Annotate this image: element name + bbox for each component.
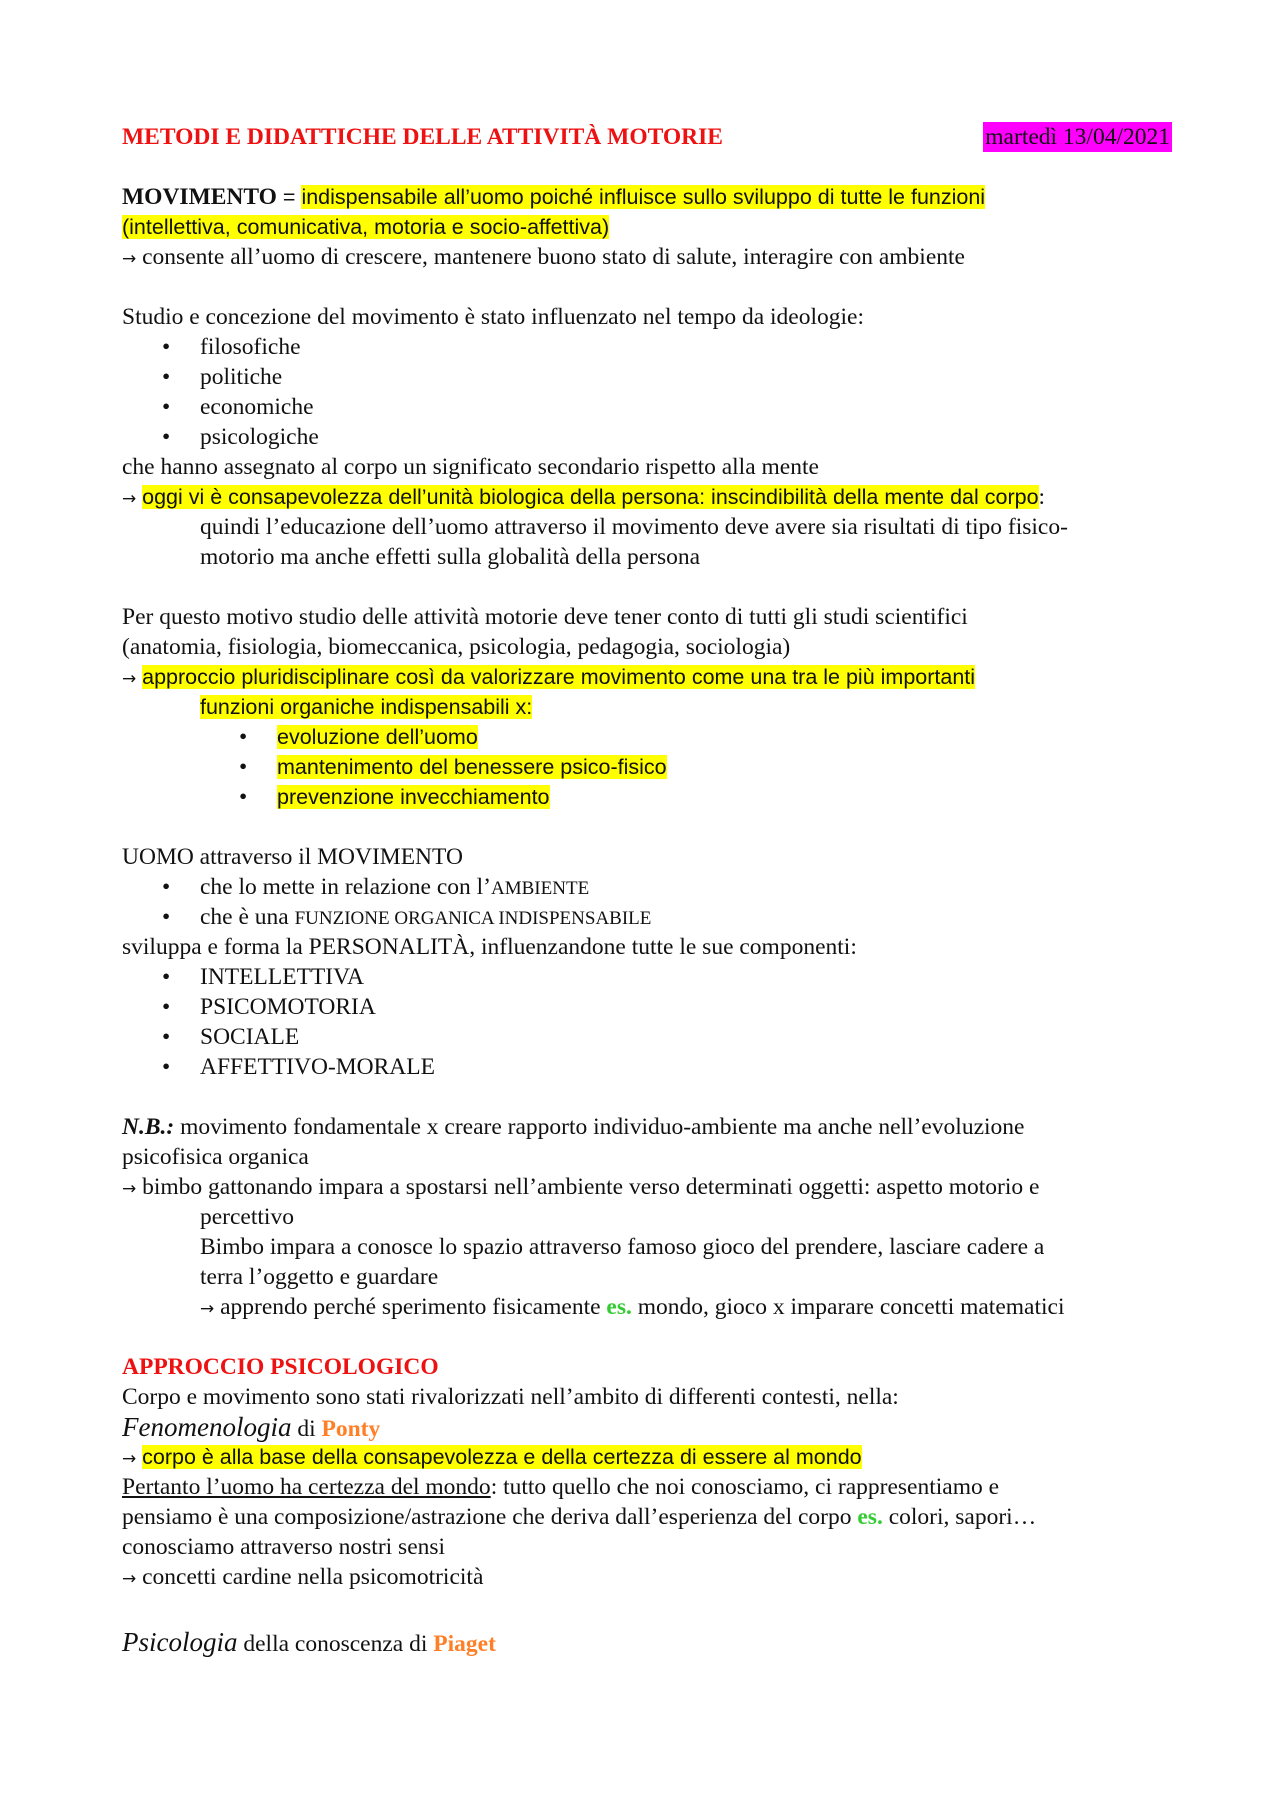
bullet-icon: • — [239, 784, 248, 810]
arrow-icon: → — [122, 489, 137, 509]
bullet-icon: • — [162, 874, 171, 900]
example-tag: es. — [606, 1294, 632, 1320]
arrow-line: → apprendo perché sperimento fisicamente es. mondo, gioco x imparare concetti matematici — [200, 1294, 1065, 1320]
list-item: • che lo mette in relazione con l’AMBIENTE — [162, 874, 590, 900]
list-item: • filosofiche — [162, 334, 301, 360]
highlight-text: (intellettiva, comunicativa, motoria e socio-affettiva) — [122, 215, 610, 239]
section-heading: APPROCCIO PSICOLOGICO — [122, 1354, 439, 1380]
psicologia-line: Psicologia della conoscenza di Piaget — [122, 1627, 496, 1657]
bullet-icon: • — [162, 964, 171, 990]
list-item: • AFFETTIVO-MORALE — [162, 1054, 435, 1080]
paragraph-text: che hanno assegnato al corpo un significato secondario rispetto alla mente — [122, 454, 819, 480]
list-item: • prevenzione invecchiamento — [239, 784, 550, 810]
highlight-text: oggi vi è consapevolezza dell’unità biologica della persona: inscindibilità della mente dal corpo — [142, 485, 1039, 509]
nb-label: N.B.: — [122, 1114, 175, 1140]
arrow-icon: → — [122, 249, 137, 269]
paragraph-text: (anatomia, fisiologia, biomeccanica, psicologia, pedagogia, sociologia) — [122, 634, 791, 660]
document-page — [122, 122, 1172, 1662]
list-item: • mantenimento del benessere psico-fisico — [239, 754, 667, 780]
list-item: • SOCIALE — [162, 1024, 300, 1050]
paragraph-text: Pertanto l’uomo ha certezza del mondo: tutto quello che noi conosciamo, ci rappresentiamo e — [122, 1474, 1000, 1500]
bullet-icon: • — [162, 364, 171, 390]
arrow-line — [122, 1442, 1172, 1472]
paragraph-text: pensiamo è una composizione/astrazione che deriva dall’esperienza del corpo es. colori, sapori… — [122, 1504, 1037, 1530]
paragraph-text: conosciamo attraverso nostri sensi — [122, 1534, 446, 1560]
header-row — [122, 122, 1172, 152]
indented-text: quindi l’educazione dell’uomo attraverso il movimento deve avere sia risultati di tipo fisico- — [200, 514, 1068, 540]
bullet-icon: • — [162, 424, 171, 450]
arrow-icon: → — [122, 1179, 137, 1199]
author-name: Ponty — [321, 1416, 381, 1442]
paragraph-text: Studio e concezione del movimento è stato influenzato nel tempo da ideologie: — [122, 304, 864, 330]
bullet-icon: • — [162, 904, 171, 930]
bullet-icon: • — [162, 994, 171, 1020]
underlined-text: Pertanto l’uomo ha certezza del mondo — [122, 1474, 491, 1500]
bullet-icon: • — [162, 394, 171, 420]
paragraph-text: psicofisica organica — [122, 1144, 309, 1170]
list-item: • psicologiche — [162, 424, 319, 450]
bullet-icon: • — [239, 754, 248, 780]
arrow-icon: → — [122, 669, 137, 689]
example-tag: es. — [857, 1504, 883, 1530]
highlight-text: funzioni organiche indispensabili x: — [200, 695, 533, 719]
indented-text: Bimbo impara a conosce lo spazio attraverso famoso gioco del prendere, lasciare cadere a — [200, 1234, 1045, 1260]
bullet-icon: • — [239, 724, 248, 750]
list-item: • che è una FUNZIONE ORGANICA INDISPENSABILE — [162, 904, 652, 930]
document-title: METODI E DIDATTICHE DELLE ATTIVITÀ MOTORIE — [122, 124, 723, 150]
arrow-line: → bimbo gattonando impara a spostarsi nell’ambiente verso determinati oggetti: aspetto motorio e — [122, 1174, 1040, 1200]
paragraph-text: Corpo e movimento sono stati rivalorizzati nell’ambito di differenti contesti, nella: — [122, 1384, 899, 1410]
arrow-icon: → — [122, 1569, 137, 1589]
indented-text: terra l’oggetto e guardare — [200, 1264, 439, 1290]
list-item: • PSICOMOTORIA — [162, 994, 376, 1020]
arrow-line — [122, 662, 1172, 692]
bullet-icon: • — [162, 1024, 171, 1050]
list-item: • evoluzione dell’uomo — [239, 724, 478, 750]
highlight-text: indispensabile all’uomo poiché influisce sullo sviluppo di tutte le funzioni — [301, 185, 986, 209]
paragraph-text: Per questo motivo studio delle attività motorie deve tener conto di tutti gli studi scientifici — [122, 604, 968, 630]
author-name: Piaget — [433, 1631, 496, 1657]
list-item: • INTELLETTIVA — [162, 964, 365, 990]
bullet-icon: • — [162, 334, 171, 360]
paragraph-text: sviluppa e forma la PERSONALITÀ, influenzandone tutte le sue componenti: — [122, 934, 857, 960]
arrow-line: → consente all’uomo di crescere, mantenere buono stato di salute, interagire con ambiente — [122, 244, 965, 270]
indented-text: motorio ma anche effetti sulla globalità della persona — [200, 544, 701, 570]
movimento-definition: MOVIMENTO = indispensabile all’uomo poiché influisce sullo sviluppo di tutte le funzioni — [122, 184, 986, 210]
term-movimento: MOVIMENTO — [122, 184, 277, 210]
fenomenologia-line: Fenomenologia di Ponty — [122, 1412, 381, 1442]
arrow-icon: → — [122, 1449, 137, 1469]
highlight-text: approccio pluridisciplinare così da valorizzare movimento come una tra le più importanti — [142, 665, 976, 689]
nb-line: N.B.: movimento fondamentale x creare rapporto individuo-ambiente ma anche nell’evoluzione — [122, 1114, 1025, 1140]
list-item: • politiche — [162, 364, 283, 390]
date-label: martedì 13/04/2021 — [985, 124, 1170, 150]
paragraph-text: UOMO attraverso il MOVIMENTO — [122, 844, 463, 870]
arrow-line: → oggi vi è consapevolezza dell’unità biologica della persona: inscindibilità della mente dal corpo: — [122, 484, 1046, 510]
indented-text: percettivo — [200, 1204, 294, 1230]
list-item: • economiche — [162, 394, 314, 420]
arrow-line: → concetti cardine nella psicomotricità — [122, 1564, 484, 1590]
highlight-text: corpo è alla base della consapevolezza e della certezza di essere al mondo — [142, 1445, 862, 1469]
arrow-icon: → — [200, 1299, 215, 1319]
bullet-icon: • — [162, 1054, 171, 1080]
